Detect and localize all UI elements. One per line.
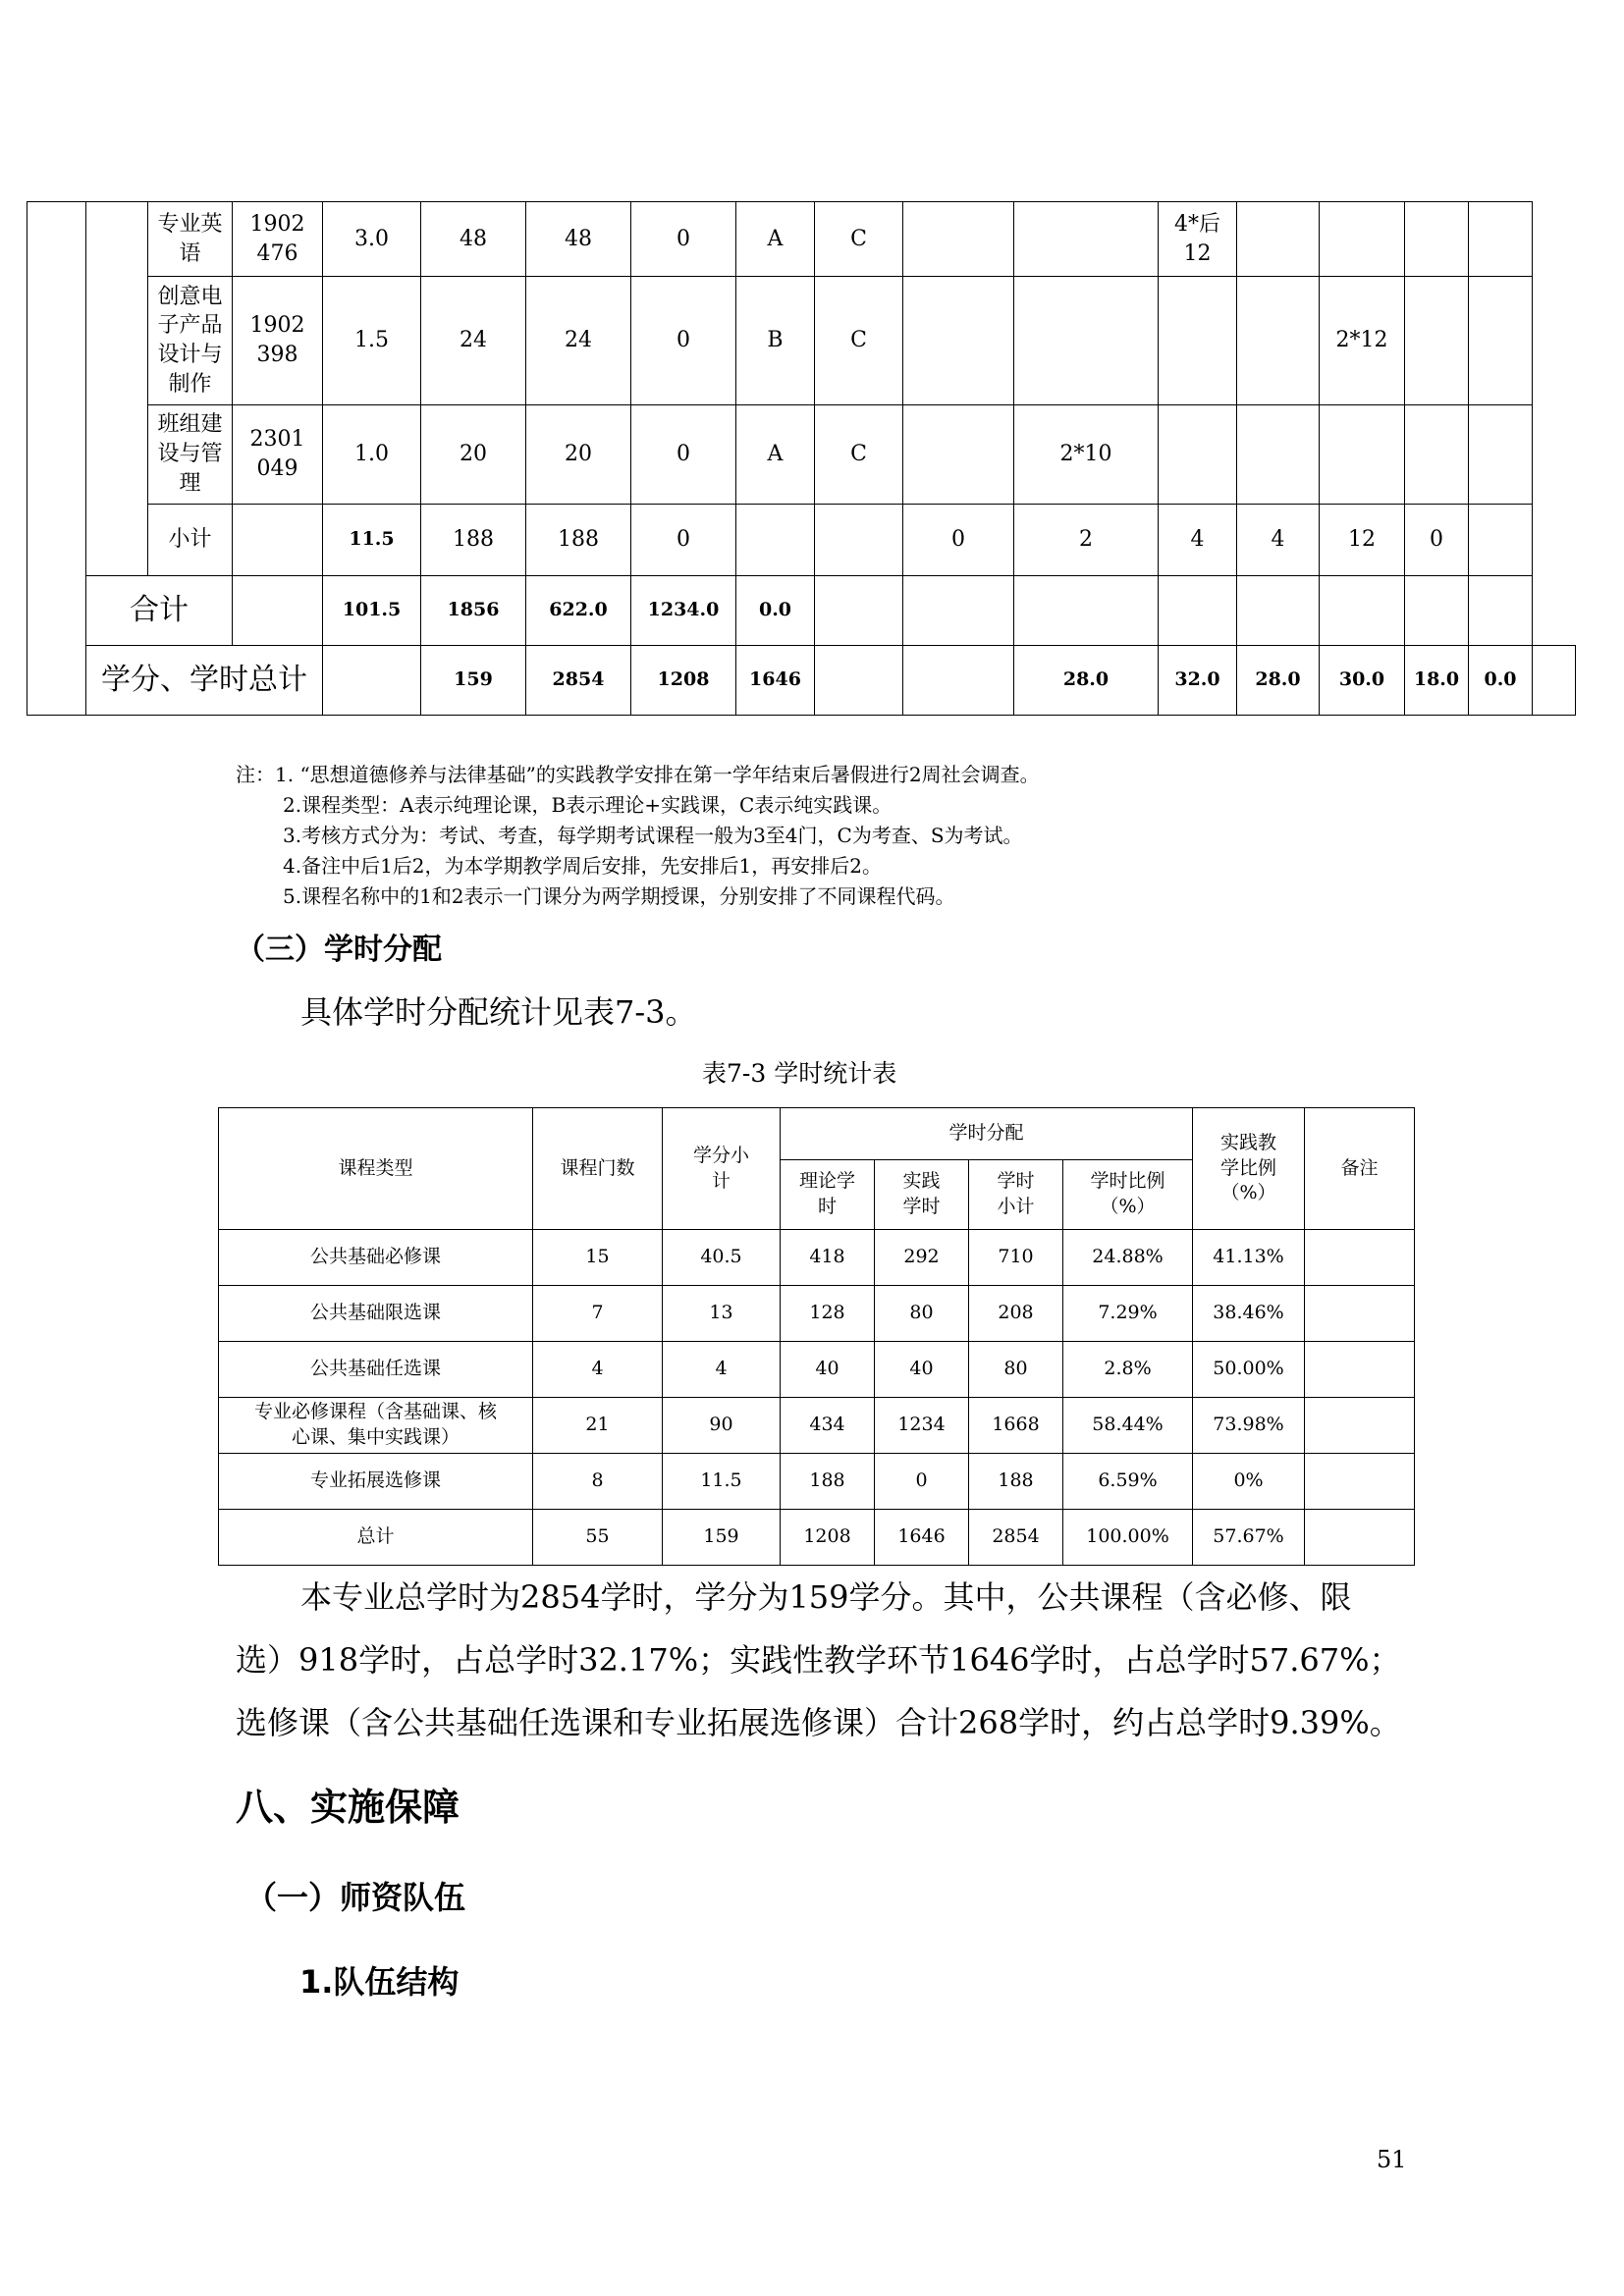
table-cell: 1668 <box>969 1398 1063 1454</box>
course-type-cell: 公共基础任选课 <box>219 1342 533 1398</box>
table-cell: 159 <box>421 646 526 716</box>
table-cell <box>815 646 903 716</box>
table-cell <box>1305 1230 1415 1286</box>
table-cell <box>1469 576 1533 646</box>
table-cell: 0 <box>631 277 736 405</box>
table-cell: 21 <box>533 1398 663 1454</box>
header-cell: 课程类型 <box>219 1108 533 1230</box>
table-cell <box>1237 202 1320 277</box>
course-row <box>27 202 1576 277</box>
table-cell <box>736 505 815 576</box>
header-cell: 课程门数 <box>533 1108 663 1230</box>
table-cell: 30.0 <box>1320 646 1405 716</box>
table-cell <box>1305 1342 1415 1398</box>
table-cell: 小计 <box>148 505 233 576</box>
table-cell <box>1469 202 1533 277</box>
table-cell <box>903 405 1014 505</box>
table-cell: 12 <box>1320 505 1405 576</box>
table-cell <box>1237 576 1320 646</box>
table-cell: 90 <box>663 1398 781 1454</box>
table-cell <box>903 202 1014 277</box>
header-cell: 学时分配 <box>781 1108 1193 1160</box>
table-cell: 292 <box>875 1230 969 1286</box>
header-cell: 实践教 学比例 （%） <box>1193 1108 1305 1230</box>
hours-row <box>219 1342 1415 1398</box>
table-cell: 7 <box>533 1286 663 1342</box>
table-cell: 188 <box>969 1454 1063 1510</box>
table-cell: 48 <box>421 202 526 277</box>
table-cell: 2*12 <box>1320 277 1405 405</box>
table-cell: 2854 <box>969 1510 1063 1566</box>
table-cell <box>233 505 323 576</box>
course-type-cell: 公共基础必修课 <box>219 1230 533 1286</box>
table-cell: 11.5 <box>323 505 421 576</box>
table-cell: C <box>815 405 903 505</box>
table-cell: 7.29% <box>1063 1286 1193 1342</box>
table-cell <box>1320 202 1405 277</box>
summary-line: 选）918学时，占总学时32.17%；实践性教学环节1646学时，占总学时57.67%； <box>236 1641 1401 1679</box>
table-cell: 0 <box>631 202 736 277</box>
note-line: 注：1. “思想道德修养与法律基础”的实践教学安排在第一学年结束后暑假进行2周社会调查。 <box>236 763 1040 786</box>
table-cell: 28.0 <box>1014 646 1159 716</box>
table-cell <box>1405 405 1469 505</box>
table-cell: 15 <box>533 1230 663 1286</box>
table-cell: 0 <box>1405 505 1469 576</box>
course-name-cell: 专业英 语 <box>148 202 233 277</box>
table-cell: 6.59% <box>1063 1454 1193 1510</box>
table-cell: 24 <box>526 277 631 405</box>
table-cell: 0 <box>903 505 1014 576</box>
table-cell <box>1320 576 1405 646</box>
course-type-cell: 总计 <box>219 1510 533 1566</box>
table-cell: 1208 <box>631 646 736 716</box>
table-cell: 3.0 <box>323 202 421 277</box>
table-cell: 100.00% <box>1063 1510 1193 1566</box>
table-cell: 40.5 <box>663 1230 781 1286</box>
subtotal-row <box>27 505 1576 576</box>
table-cell: 38.46% <box>1193 1286 1305 1342</box>
group-cell <box>27 202 86 716</box>
hours-row <box>219 1230 1415 1286</box>
table-cell <box>233 576 323 646</box>
table-cell: 4 <box>1159 505 1237 576</box>
table-cell: 208 <box>969 1286 1063 1342</box>
course-schedule-table <box>27 201 1576 716</box>
table-cell: 80 <box>875 1286 969 1342</box>
table-cell: 418 <box>781 1230 875 1286</box>
hours-row <box>219 1454 1415 1510</box>
table-cell: B <box>736 277 815 405</box>
table-cell: 4*后 12 <box>1159 202 1237 277</box>
table-cell: A <box>736 202 815 277</box>
table-cell <box>1405 202 1469 277</box>
course-type-cell: 专业必修课程（含基础课、核 心课、集中实践课） <box>219 1398 533 1454</box>
table-cell <box>1405 277 1469 405</box>
table-cell: 合计 <box>86 576 233 646</box>
table-cell <box>1469 405 1533 505</box>
table-cell: 13 <box>663 1286 781 1342</box>
table-cell: 188 <box>526 505 631 576</box>
table-cell <box>1014 202 1159 277</box>
table-cell: 4 <box>1237 505 1320 576</box>
hours-row <box>219 1286 1415 1342</box>
table-cell: 57.67% <box>1193 1510 1305 1566</box>
table-cell <box>323 646 421 716</box>
hours-row <box>219 1398 1415 1454</box>
table-cell <box>903 646 1014 716</box>
table-caption: 表7-3 学时统计表 <box>702 1059 897 1088</box>
table-cell: 128 <box>781 1286 875 1342</box>
table-cell: 434 <box>781 1398 875 1454</box>
table-cell: 学分、学时总计 <box>86 646 323 716</box>
table-cell: 40 <box>781 1342 875 1398</box>
table-cell <box>1237 277 1320 405</box>
table-cell: 18.0 <box>1405 646 1469 716</box>
heading-implementation: 八、实施保障 <box>236 1786 460 1829</box>
table-cell: 24.88% <box>1063 1230 1193 1286</box>
table-cell <box>1405 576 1469 646</box>
summary-line: 选修课（含公共基础任选课和专业拓展选修课）合计268学时，约占总学时9.39%。 <box>236 1704 1401 1741</box>
course-name-cell: 创意电 子产品 设计与 制作 <box>148 277 233 405</box>
table-cell <box>1533 646 1576 716</box>
note-line: 5.课程名称中的1和2表示一门课分为两学期授课，分别安排了不同课程代码。 <box>283 884 955 908</box>
section-heading-hours: （三）学时分配 <box>236 933 442 967</box>
table-cell <box>1305 1286 1415 1342</box>
course-code-cell: 1902 476 <box>233 202 323 277</box>
table-notes <box>236 760 1040 912</box>
table-cell <box>1159 277 1237 405</box>
table-cell: 710 <box>969 1230 1063 1286</box>
table-cell: 0% <box>1193 1454 1305 1510</box>
table-cell: 2 <box>1014 505 1159 576</box>
course-type-cell: 公共基础限选课 <box>219 1286 533 1342</box>
table-cell: 1234 <box>875 1398 969 1454</box>
table-cell: A <box>736 405 815 505</box>
hours-statistics-table <box>218 1107 1415 1566</box>
table-cell: 8 <box>533 1454 663 1510</box>
table-cell: 50.00% <box>1193 1342 1305 1398</box>
table-cell: 4 <box>533 1342 663 1398</box>
note-line: 2.课程类型：A表示纯理论课，B表示理论+实践课，C表示纯实践课。 <box>283 793 893 817</box>
table-cell <box>815 505 903 576</box>
table-cell <box>1305 1510 1415 1566</box>
table-cell: 80 <box>969 1342 1063 1398</box>
table-cell: 32.0 <box>1159 646 1237 716</box>
table-cell: 1856 <box>421 576 526 646</box>
group-cell <box>86 202 148 576</box>
course-name-cell: 班组建 设与管 理 <box>148 405 233 505</box>
table-cell: 24 <box>421 277 526 405</box>
course-type-cell: 专业拓展选修课 <box>219 1454 533 1510</box>
note-line: 4.备注中后1后2，为本学期教学周后安排，先安排后1，再安排后2。 <box>283 854 882 878</box>
table-cell: 0 <box>631 505 736 576</box>
table-cell <box>1469 277 1533 405</box>
table-cell: C <box>815 202 903 277</box>
table-cell: 0 <box>875 1454 969 1510</box>
table-cell: 20 <box>421 405 526 505</box>
course-row <box>27 405 1576 505</box>
table-cell: 2854 <box>526 646 631 716</box>
summary-line: 本专业总学时为2854学时，学分为159学分。其中，公共课程（含必修、限 <box>300 1578 1352 1616</box>
heading-teachers: （一）师资队伍 <box>245 1879 466 1916</box>
table-cell: 1.0 <box>323 405 421 505</box>
table-cell: 48 <box>526 202 631 277</box>
table-cell <box>1305 1454 1415 1510</box>
heading-team-structure: 1.队伍结构 <box>299 1963 460 2001</box>
table-cell: 28.0 <box>1237 646 1320 716</box>
grand-total-row <box>27 646 1576 716</box>
table-cell <box>1320 405 1405 505</box>
table-cell: C <box>815 277 903 405</box>
header-cell: 备注 <box>1305 1108 1415 1230</box>
table-cell: 1.5 <box>323 277 421 405</box>
table-cell: 188 <box>421 505 526 576</box>
table-cell: 2*10 <box>1014 405 1159 505</box>
table-cell: 58.44% <box>1063 1398 1193 1454</box>
table-cell <box>1305 1398 1415 1454</box>
table-cell: 41.13% <box>1193 1230 1305 1286</box>
table-cell: 1646 <box>736 646 815 716</box>
course-code-cell: 1902 398 <box>233 277 323 405</box>
table-cell: 159 <box>663 1510 781 1566</box>
header-row <box>219 1108 1415 1160</box>
table-cell: 40 <box>875 1342 969 1398</box>
header-cell: 理论学 时 <box>781 1160 875 1230</box>
table-cell <box>1159 576 1237 646</box>
header-cell: 学分小 计 <box>663 1108 781 1230</box>
table-cell: 1208 <box>781 1510 875 1566</box>
table-cell <box>903 277 1014 405</box>
table-cell: 20 <box>526 405 631 505</box>
header-cell: 实践 学时 <box>875 1160 969 1230</box>
course-row <box>27 277 1576 405</box>
table-cell: 101.5 <box>323 576 421 646</box>
table-cell: 0.0 <box>1469 646 1533 716</box>
table-cell <box>1014 576 1159 646</box>
table-cell <box>1469 505 1533 576</box>
page-number: 51 <box>1377 2146 1407 2173</box>
table-cell: 1646 <box>875 1510 969 1566</box>
header-cell: 学时比例 （%） <box>1063 1160 1193 1230</box>
table-cell: 4 <box>663 1342 781 1398</box>
table-cell: 73.98% <box>1193 1398 1305 1454</box>
table-cell: 0.0 <box>736 576 815 646</box>
table-cell: 11.5 <box>663 1454 781 1510</box>
table-cell: 1234.0 <box>631 576 736 646</box>
hours-intro: 具体学时分配统计见表7-3。 <box>300 993 697 1031</box>
header-cell: 学时 小计 <box>969 1160 1063 1230</box>
hours-row <box>219 1510 1415 1566</box>
table-cell: 55 <box>533 1510 663 1566</box>
table-cell: 188 <box>781 1454 875 1510</box>
table-cell <box>903 576 1014 646</box>
table-cell: 0 <box>631 405 736 505</box>
table-cell <box>1237 405 1320 505</box>
note-line: 3.考核方式分为：考试、考查，每学期考试课程一般为3至4门，C为考查、S为考试。 <box>283 824 1023 847</box>
table-cell: 622.0 <box>526 576 631 646</box>
table-cell <box>815 576 903 646</box>
table-cell <box>1014 277 1159 405</box>
sum-row <box>27 576 1576 646</box>
table-cell <box>1159 405 1237 505</box>
table-cell: 2.8% <box>1063 1342 1193 1398</box>
course-code-cell: 2301 049 <box>233 405 323 505</box>
